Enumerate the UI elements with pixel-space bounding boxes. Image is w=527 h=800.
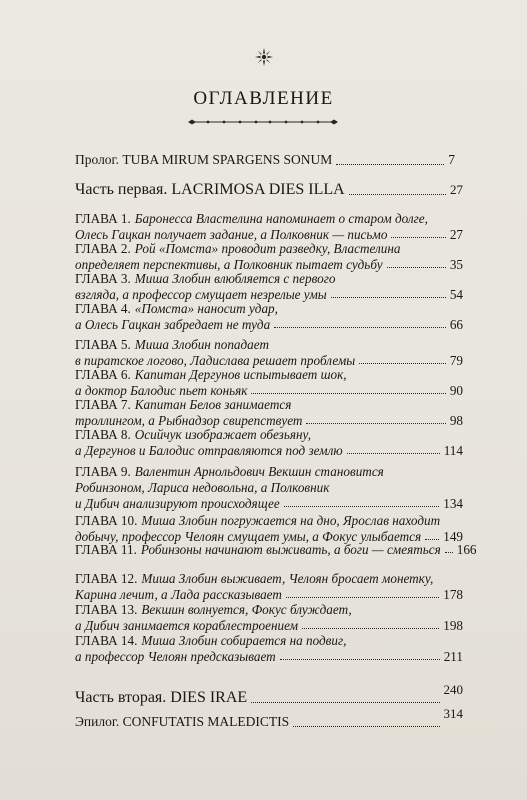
- page-number: 54: [449, 287, 463, 302]
- dot-leader: [387, 267, 446, 268]
- chapter-title-line: а Олесь Гацкан забредает не туда: [75, 317, 271, 332]
- dot-leader: [274, 327, 446, 328]
- toc-entry-chapter[interactable]: [75, 602, 463, 634]
- entry-title: TUBA MIRUM SPARGENS SONUM: [122, 152, 333, 167]
- toc-entry-chapter[interactable]: [75, 397, 463, 429]
- dot-leader: [286, 597, 439, 598]
- dot-leader: [359, 363, 446, 364]
- dot-leader: [391, 237, 445, 238]
- toc-entry-chapter[interactable]: [75, 571, 463, 603]
- dot-leader: [336, 164, 444, 165]
- page-number: 66: [449, 317, 463, 332]
- chapter-label: ГЛАВА 12.: [75, 571, 138, 586]
- entry-label: Часть первая.: [75, 181, 168, 198]
- entry-title: CONFUTATIS MALEDICTIS: [122, 714, 290, 729]
- chapter-title-line: добычу, профессор Челоян смущает умы, а Фокус улыбается: [75, 529, 422, 544]
- chapter-label: ГЛАВА 6.: [75, 367, 131, 382]
- chapter-label: ГЛАВА 11.: [75, 542, 137, 557]
- page-title: ОГЛАВЛЕНИЕ: [193, 88, 334, 109]
- dot-leader: [293, 726, 439, 727]
- toc-entry-chapter[interactable]: [75, 464, 463, 512]
- dot-leader: [306, 423, 445, 424]
- page-number: 79: [449, 353, 463, 368]
- page-number: 166: [456, 542, 477, 557]
- page-number: 134: [443, 496, 463, 511]
- entry-label: Пролог.: [75, 152, 119, 167]
- toc-entry-prologue[interactable]: [75, 150, 455, 170]
- page-number: 314: [443, 706, 463, 721]
- chapter-title-line: Миша Злобин влюбляется с первого: [134, 271, 336, 286]
- chapter-label: ГЛАВА 13.: [75, 602, 138, 617]
- chapter-title-line: Капитан Дергунов испытывает шок,: [134, 367, 347, 382]
- chapter-title-line: взгляда, а профессор смущает незрелые умы: [75, 287, 327, 302]
- entry-title: DIES IRAE: [170, 689, 248, 706]
- toc-entry-chapter[interactable]: [75, 241, 463, 273]
- page-number: 240: [443, 682, 463, 697]
- toc-entry-chapter[interactable]: [75, 211, 463, 243]
- page-number: 27: [450, 182, 463, 197]
- page-number: 198: [443, 618, 463, 633]
- chapter-title-line: Олесь Гацкан получает задание, а Полковник — письмо: [75, 227, 388, 242]
- page-number: 114: [443, 443, 463, 458]
- page-number: 98: [449, 413, 463, 428]
- toc-entry-chapter[interactable]: [75, 633, 463, 665]
- dot-leader: [349, 194, 446, 195]
- entry-label: Эпилог.: [75, 714, 120, 729]
- toc-entry-part-two[interactable]: [75, 682, 463, 708]
- page-number: 90: [449, 383, 463, 398]
- page-number: 35: [449, 257, 463, 272]
- chapter-title-line: Робинзоном, Лариса недовольна, а Полковник: [75, 480, 330, 495]
- toc-entry-chapter[interactable]: [75, 301, 463, 333]
- chapter-title-line: Капитан Белов занимается: [134, 397, 292, 412]
- page-number: 27: [449, 227, 463, 242]
- chapter-title-line: Рой «Помста» проводит разведку, Властелина: [134, 241, 401, 256]
- dot-leader: [445, 552, 453, 553]
- chapter-title-line: Робинзоны начинают выживать, а боги — смеяться: [140, 542, 441, 557]
- chapter-title-line: Валентин Арнольдович Векшин становится: [134, 464, 384, 479]
- chapter-title-line: Миша Злобин погружается на дно, Ярослав находит: [141, 513, 441, 528]
- toc-entry-chapter[interactable]: [75, 367, 463, 399]
- chapter-title-line: а профессор Челоян предсказывает: [75, 649, 276, 664]
- chapter-title-line: Миша Злобин выживает, Челоян бросает монетку,: [141, 571, 434, 586]
- star-ornament-icon: [0, 48, 527, 70]
- chapter-title-line: Миша Злобин собирается на подвиг,: [141, 633, 347, 648]
- dot-leader: [280, 659, 440, 660]
- chapter-title-line: в пиратское логово, Ладислава решает проблемы: [75, 353, 356, 368]
- chapter-label: ГЛАВА 4.: [75, 301, 131, 316]
- chapter-title-line: а Дергунов и Балодис отправляются под землю: [75, 443, 343, 458]
- page-number: 211: [443, 649, 463, 664]
- toc-entry-part-one[interactable]: [75, 180, 463, 200]
- chapter-label: ГЛАВА 9.: [75, 464, 131, 479]
- ornamental-divider: [188, 118, 338, 126]
- dot-leader: [251, 393, 445, 394]
- chapter-label: ГЛАВА 7.: [75, 397, 131, 412]
- chapter-title-line: «Помста» наносит удар,: [134, 301, 278, 316]
- toc-entry-epilogue[interactable]: [75, 706, 463, 732]
- toc-entry-chapter[interactable]: [75, 337, 463, 369]
- page-number: 149: [443, 529, 463, 544]
- entry-title: LACRIMOSA DIES ILLA: [171, 181, 345, 198]
- dot-leader: [331, 297, 446, 298]
- chapter-title-line: троллингом, а Рыбнадзор свирепствует: [75, 413, 303, 428]
- chapter-label: ГЛАВА 5.: [75, 337, 131, 352]
- chapter-title-line: Векшин волнуется, Фокус блуждает,: [141, 602, 352, 617]
- toc-entry-chapter[interactable]: [75, 271, 463, 303]
- chapter-title-line: Миша Злобин попадает: [134, 337, 269, 352]
- dot-leader: [284, 506, 440, 507]
- chapter-label: ГЛАВА 14.: [75, 633, 138, 648]
- chapter-title-line: Баронесса Властелина напоминает о старом долге,: [134, 211, 428, 226]
- chapter-title-line: а Дибич занимается кораблестроением: [75, 618, 299, 633]
- chapter-title-line: Осийчук изображает обезьяну,: [134, 427, 311, 442]
- dot-leader: [347, 453, 440, 454]
- chapter-label: ГЛАВА 3.: [75, 271, 131, 286]
- chapter-title-line: Карина лечит, а Лада рассказывает: [75, 587, 282, 602]
- chapter-title-line: определяет перспективы, а Полковник пытает судьбу: [75, 257, 383, 272]
- chapter-title-line: и Дибич анализируют происходящее: [75, 496, 280, 511]
- page-number: 178: [443, 587, 463, 602]
- chapter-title-line: а доктор Балодис пьет коньяк: [75, 383, 248, 398]
- chapter-label: ГЛАВА 10.: [75, 513, 138, 528]
- dot-leader: [425, 539, 439, 540]
- chapter-label: ГЛАВА 8.: [75, 427, 131, 442]
- dot-leader: [302, 628, 439, 629]
- toc-entry-chapter[interactable]: [75, 427, 463, 459]
- toc-entry-chapter[interactable]: [75, 513, 463, 545]
- chapter-label: ГЛАВА 1.: [75, 211, 131, 226]
- chapter-label: ГЛАВА 2.: [75, 241, 131, 256]
- page-number: 7: [448, 152, 455, 167]
- entry-label: Часть вторая.: [75, 689, 167, 706]
- dot-leader: [251, 702, 439, 703]
- toc-entry-chapter[interactable]: [75, 542, 477, 558]
